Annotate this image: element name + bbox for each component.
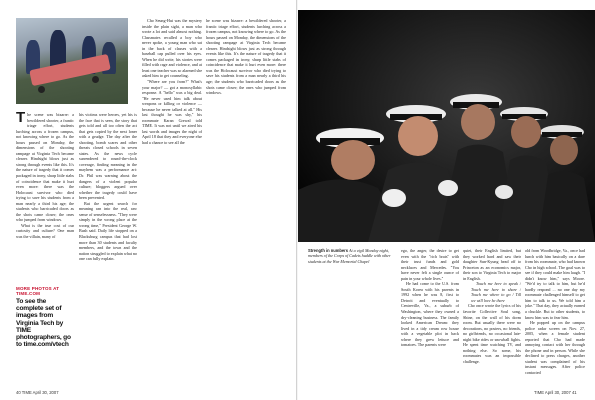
promo-headline[interactable]: To see the complete set of images from Virginia Tech by TIME photographers, go to time.com/vtech [16, 298, 71, 349]
article-text: he scene was bizarre: a bewildered shooter, a frantic triage effort, students lurching across a frozen campus, not knowing where to go. As the hours passed on Monday, the dimensions of the shooting rampage at Virginia Tech became clearer. Hindsight blows just as strong through events like this. It's the nature of tragedy that it comes packaged in irony, sharp little stabs of coincidence that make it hurt even more: there was the Holocaust survivor who died trying to save his students from a man nearly a third his age; the students who barricaded doors as the shots came closer; the ones who jumped from windows. [206, 18, 286, 96]
caption-text: At a vigil Monday night, members of the Corps of Cadets huddle with other students at the War Memorial Chapel [308, 248, 391, 264]
article-text: old from Woodbridge, Va., once had lunch with him basically on a dare from his roommate, who had known Cho in high school. The goal was to see if they could make him laugh. "I didn't know him," says Moore. "We'd try to talk to him, but he'd hardly respond ... no one day my roommate challenged himself to get him to talk to us. We told him a joke." That day, they actually earned a chuckle. But to other students, to know him was to fear him. [525, 248, 585, 320]
article-text: his victims were heroes, yet his is the face that is seen, the story that gets told and all too often the act that gets copied by the next loner with a grudge. The day after the shooting, bomb scares and other threats closed schools in seven states. As the news cycle surrendered to round-the-clock coverage, finding meaning in the mayhem was a performance art: Dr. Phil was warning about the dangers of a violent popular culture; bloggers argued over whether the tragedy could have been prevented. [79, 112, 137, 201]
article-text: He popped up on the campus police radar screen on Nov. 27, 2005, when a female student reported that Cho had made annoying contact with her through the phone and in person. While she declined to press charges, another student was complained of his instant messages. After police contacted [525, 320, 585, 376]
article-text: He had come to the U.S. from South Korea with his parents in 1992 when he was 8, first to Detroit and eventually to Centreville, Va., a suburb of Washington, where they owned a dry-cleaning business. The family looked American Dream: they lived in a tidy cream row house with a vegetable plot in back where they grew lettuce and tomatoes. The parents were [401, 281, 459, 348]
cadets-illustration [298, 10, 595, 242]
photo-caption [308, 248, 396, 264]
caption-lead: Strength in numbers [308, 248, 349, 253]
article-column-1: The scene was bizarre: a bewildered shooter, a frantic triage effort, students lurching across a frozen campus, not knowing where to go. As the hours passed on Monday, the dimensions of the shooting rampage at Virginia Tech became clearer. Hindsight blows just as strong through events like this. It's the nature of tragedy that it comes packaged in irony, sharp little stabs of coincidence that make it hurt even more: there was the Holocaust survivor who died trying to save his students from a man nearly a third his age; the students who barricaded doors as the shots came closer; the ones who jumped from windows. What is the true cost of our curiosity and culture? One man was the villain, many of [16, 112, 74, 240]
page-folio-left: 40 TIME April 30, 2007 [16, 390, 59, 395]
article-text: What is the true cost of our curiosity and culture? One man was the villain, many of [16, 222, 74, 240]
article-text: ego, the anger, the desire to get even with the "rich brats" with their trust funds and gold necklaces and Mercedes. "You have never felt a single ounce of pain in your whole lives." [401, 248, 459, 281]
page-folio-right: TIME April 30, 2007 41 [534, 390, 577, 395]
article-column-3 [142, 18, 202, 386]
article-column-6 [463, 248, 521, 386]
article-text: Cho once wrote the lyrics of his favorite Collective Soul song, Shine, on the wall of his dorm room. But usually there were no decorations, no posters, no friends, no girlfriends, no occasional late-night bike rides or snowball fights. He spent time watching TV, and nothing else. So some, his roommates was an impossible challenge. [463, 303, 521, 364]
article-column-2 [79, 112, 137, 386]
poem-lyrics: Touch me here to speak / Touch me here to share / Touch me where to go / Till we will love be there [471, 281, 521, 303]
main-photo-cadets [298, 10, 595, 242]
left-page [0, 0, 297, 400]
right-page [298, 0, 595, 400]
article-column-7 [525, 248, 585, 386]
article-column-5 [401, 248, 459, 386]
stretcher [29, 54, 111, 86]
article-text: quiet, their English limited, but they worked hard and saw their daughter Sun-Kyung head off to Princeton as an economics major, their son to Virginia Tech to major in English. [463, 248, 521, 281]
inset-photo-stretcher [16, 18, 128, 104]
promo-box[interactable] [16, 286, 74, 348]
article-text: But the urgent search for meaning ran into the real, raw sense of senselessness. "They were simply in the wrong place at the wrong time," President George W. Bush said. Daily life stopped on a Blacksburg campus that had lost more than 30 students and faculty members, and the town and the nation struggled to explain what no one can fully explain. [79, 200, 137, 262]
article-text: he scene was bizarre: a bewildered shooter, a frantic triage effort, students lurching across a frozen campus, not knowing where to go. As the hours passed on Monday, the dimensions of the shooting rampage at Virginia Tech became clearer. Hindsight blows just as strong through events like this. It's the nature of tragedy that it comes packaged in irony, sharp little stabs of coincidence that make it hurt even more: there was the Holocaust survivor who died trying to save his students from a man nearly a third his age; the students who barricaded doors as the shots came closer; the ones who jumped from windows. [16, 112, 74, 223]
article-text: "Where are you from?" What's your major? — got a monosyllabic response. A "hello" was a big deal. "He never used him talk about weapons or killing or violence — because he never talked at all." His last thought he was shy," his roommate Karan Grewal told TIME. It was not until we aired his last words and images the night of April 18 that they and everyone else had a chance to see all the [142, 79, 202, 146]
article-text: Cho Seung-Hui was the mystery inside the plain sight, a man who wrote a lot and said almost nothing. Classmates recalled a boy who never spoke, a young man who sat in the back of classes with a baseball cap pulled over his eyes. When he did write, his stories were filled with rage and violence, and at least one teacher was so alarmed she asked him to get counseling. [142, 18, 202, 79]
article-column-4 [206, 18, 286, 386]
promo-tag: MORE PHOTOS AT TIME.COM [16, 286, 60, 296]
